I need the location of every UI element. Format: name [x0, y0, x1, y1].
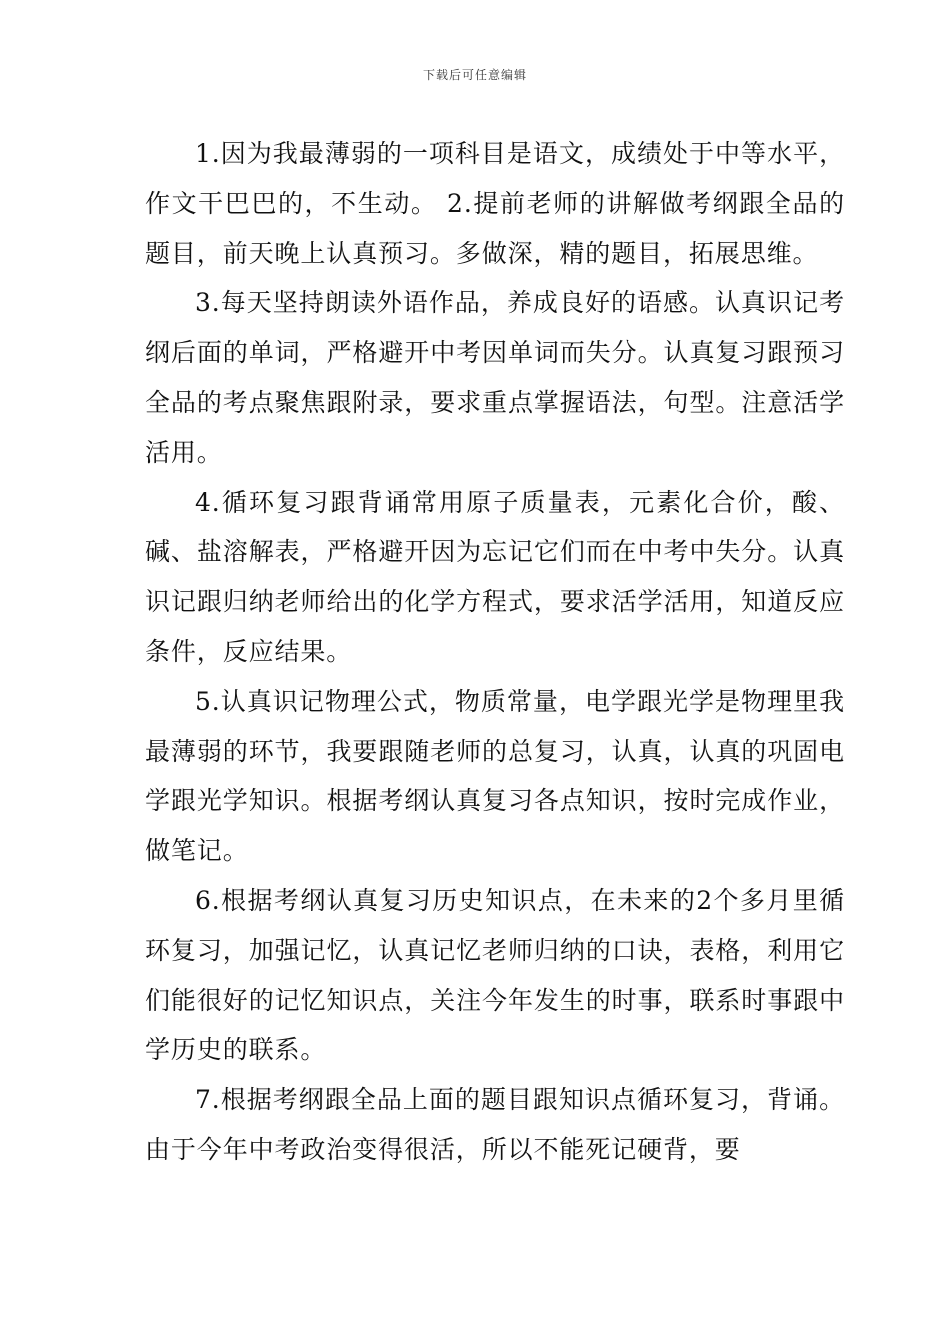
paragraph-5: 6.根据考纲认真复习历史知识点，在未来的2个多月里循环复习，加强记忆，认真记忆老师归纳的口诀，表格，利用它们能很好的记忆知识点，关注今年发生的时事，联系时事跟中学历史的联系。	[145, 885, 845, 1065]
paragraph-3: 4.循环复习跟背诵常用原子质量表，元素化合价，酸、碱、盐溶解表，严格避开因为忘记它们而在中考中失分。认真识记跟归纳老师给出的化学方程式，要求活学活用，知道反应条件，反应结果。	[145, 487, 845, 666]
paragraph-4: 5.认真识记物理公式，物质常量，电学跟光学是物理里我最薄弱的环节，我要跟随老师的总复习，认真，认真的巩固电学跟光学知识。根据考纲认真复习各点知识，按时完成作业，做笔记。	[145, 686, 845, 866]
paragraph-1: 1.因为我最薄弱的一项科目是语文，成绩处于中等水平，作文干巴巴的，不生动。 2.提前老师的讲解做考纲跟全品的题目，前天晚上认真预习。多做深，精的题目，拓展思维。	[145, 139, 845, 268]
paragraph-6: 7.根据考纲跟全品上面的题目跟知识点循环复习，背诵。由于今年中考政治变得很活，所以不能死记硬背，要	[145, 1085, 845, 1164]
paragraph-2: 3.每天坚持朗读外语作品，养成良好的语感。认真识记考纲后面的单词，严格避开中考因单词而失分。认真复习跟预习全品的考点聚焦跟附录，要求重点掌握语法，句型。注意活学活用。	[145, 288, 845, 467]
page-header: 下载后可任意编辑	[422, 68, 527, 82]
document-body	[145, 129, 845, 1175]
